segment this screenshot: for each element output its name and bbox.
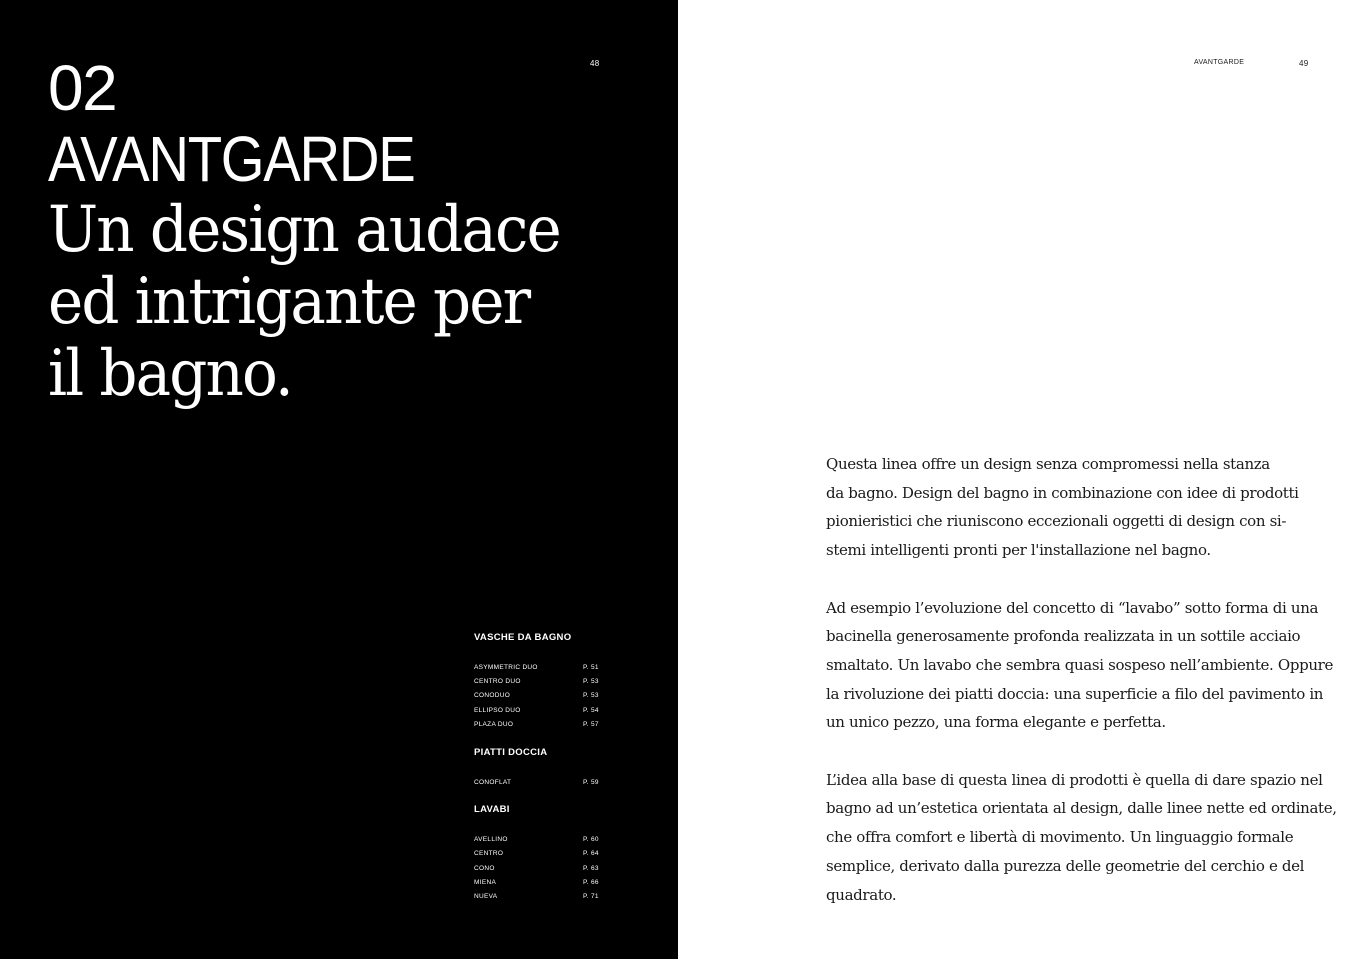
toc-item[interactable] xyxy=(474,707,604,719)
toc-item[interactable] xyxy=(474,865,604,877)
toc-item-name: CONODUO xyxy=(474,692,511,699)
text-line: bagno ad un’estetica orientata al design, dalle linee nette ed ordinate, xyxy=(826,799,1337,818)
page-number-left: 48 xyxy=(590,59,600,68)
headline-line: ed intrigante per xyxy=(48,265,530,339)
toc-item-page: P. 64 xyxy=(583,850,599,857)
text-line: stemi intelligenti pronti per l'installazione nel bagno. xyxy=(826,541,1211,560)
running-head: AVANTGARDE xyxy=(1194,59,1245,66)
toc-section-title: PIATTI DOCCIA xyxy=(474,747,548,758)
toc-section-title: VASCHE DA BAGNO xyxy=(474,632,572,643)
headline-line: Un design audace xyxy=(48,193,560,267)
toc-item[interactable] xyxy=(474,850,604,862)
toc-item-name: CONO xyxy=(474,865,495,872)
toc-item-name: ELLIPSO DUO xyxy=(474,707,521,714)
toc-item[interactable] xyxy=(474,836,604,848)
text-line: bacinella generosamente profonda realizzata in un sottile acciaio xyxy=(826,627,1301,646)
text-line: pionieristici che riuniscono eccezionali oggetti di design con si- xyxy=(826,512,1287,531)
text-line: semplice, derivato dalla purezza delle geometrie del cerchio e del xyxy=(826,856,1305,875)
toc-item-name: PLAZA DUO xyxy=(474,721,514,728)
toc-item-page: P. 66 xyxy=(583,879,599,886)
toc-section-title: LAVABI xyxy=(474,804,510,815)
toc-item-name: NUEVA xyxy=(474,893,498,900)
text-line: L’idea alla base di questa linea di prodotti è quella di dare spazio nel xyxy=(826,770,1323,789)
toc-item[interactable] xyxy=(474,779,604,791)
chapter-name: AVANTGARDE xyxy=(48,123,415,195)
toc-item-page: P. 51 xyxy=(583,664,599,671)
text-line: che offra comfort e libertà di movimento. Un linguaggio formale xyxy=(826,828,1294,847)
toc-item-name: CONOFLAT xyxy=(474,779,512,786)
toc-item-page: P. 53 xyxy=(583,678,599,685)
headline xyxy=(48,194,560,410)
text-line: Questa linea offre un design senza compromessi nella stanza xyxy=(826,455,1270,473)
toc-item[interactable] xyxy=(474,721,604,733)
toc-item-page: P. 57 xyxy=(583,721,599,728)
text-line: Ad esempio l’evoluzione del concetto di “lavabo” sotto forma di una xyxy=(826,598,1319,617)
text-line: da bagno. Design del bagno in combinazione con idee di prodotti xyxy=(826,483,1299,502)
toc-item-name: MIENA xyxy=(474,879,497,886)
toc-item-name: AVELLINO xyxy=(474,836,508,843)
toc-item[interactable] xyxy=(474,879,604,891)
page-number-right: 49 xyxy=(1299,59,1309,68)
toc-item[interactable] xyxy=(474,692,604,704)
text-line: la rivoluzione dei piatti doccia: una superficie a filo del pavimento in xyxy=(826,684,1324,703)
text-line: smaltato. Un lavabo che sembra quasi sospeso nell’ambiente. Oppure xyxy=(826,655,1334,674)
paragraph xyxy=(826,450,1316,565)
toc-item-page: P. 53 xyxy=(583,692,599,699)
headline-line: il bagno. xyxy=(48,337,292,411)
text-line: un unico pezzo, una forma elegante e perfetta. xyxy=(826,713,1166,732)
toc-item-name: CENTRO xyxy=(474,850,504,857)
toc-item-page: P. 63 xyxy=(583,865,599,872)
toc-item-page: P. 54 xyxy=(583,707,599,714)
right-page xyxy=(678,0,1356,959)
toc-item-page: P. 59 xyxy=(583,779,599,786)
chapter-number: 02 xyxy=(48,52,117,124)
body-copy xyxy=(826,450,1337,938)
toc-item-name: CENTRO DUO xyxy=(474,678,521,685)
toc-item-page: P. 71 xyxy=(583,893,599,900)
toc-item[interactable] xyxy=(474,678,604,690)
toc-item[interactable] xyxy=(474,893,604,905)
paragraph xyxy=(826,766,1337,910)
text-line: quadrato. xyxy=(826,885,897,904)
paragraph xyxy=(826,594,1334,738)
toc-item-name: ASYMMETRIC DUO xyxy=(474,664,538,671)
toc-item[interactable] xyxy=(474,664,604,676)
toc-item-page: P. 60 xyxy=(583,836,599,843)
